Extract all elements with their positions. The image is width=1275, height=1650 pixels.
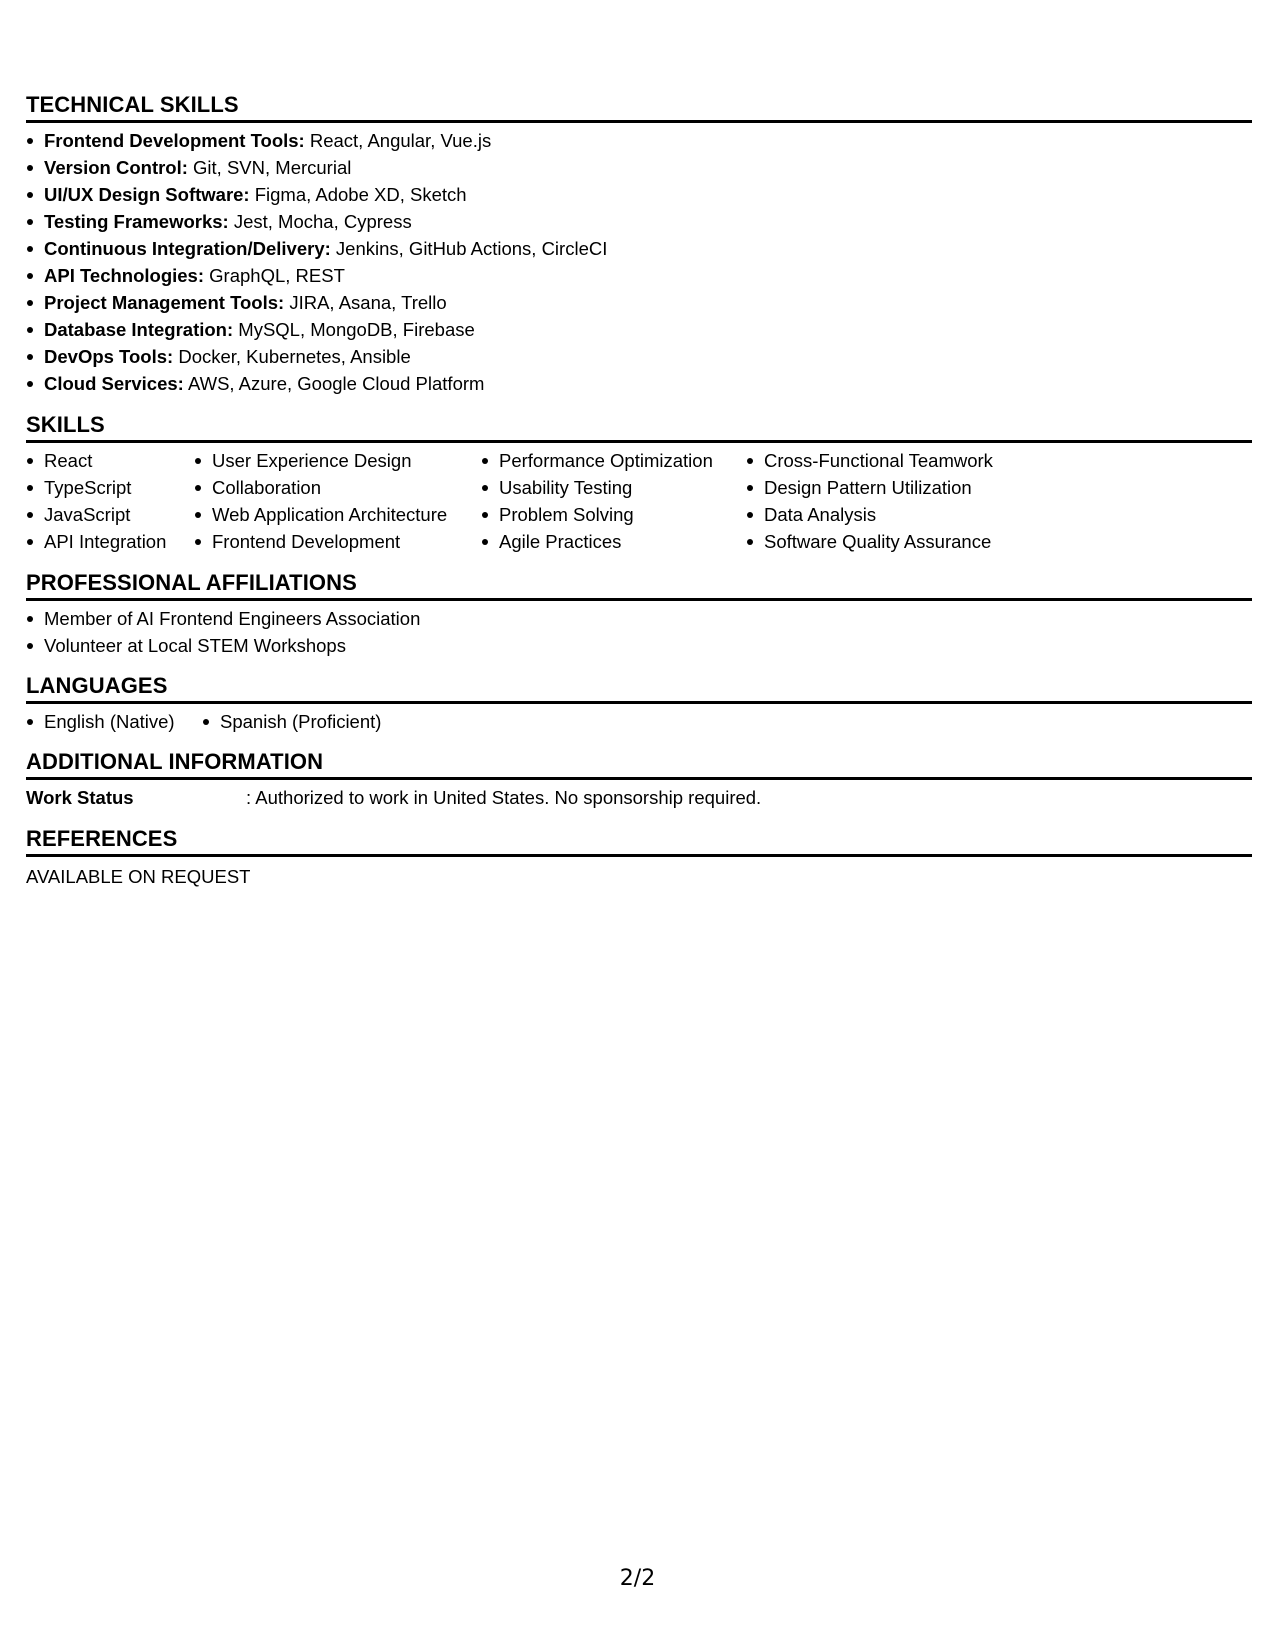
item-label: DevOps Tools:	[44, 346, 174, 367]
work-status-row	[26, 784, 1252, 811]
list-item: React	[26, 447, 194, 474]
list-item: Cross-Functional Teamwork	[746, 447, 1046, 474]
item-value: Git, SVN, Mercurial	[193, 157, 352, 178]
skills-grid	[26, 447, 1252, 555]
item-label: Cloud Services:	[44, 373, 184, 394]
section-heading-skills: SKILLS	[26, 412, 1252, 443]
list-item: English (Native)	[26, 708, 202, 735]
list-item: User Experience Design	[194, 447, 481, 474]
list-item	[26, 127, 1252, 154]
item-label: Frontend Development Tools:	[44, 130, 305, 151]
item-label: API Technologies:	[44, 265, 205, 286]
item-value: AWS, Azure, Google Cloud Platform	[187, 373, 485, 394]
list-item: Spanish (Proficient)	[202, 708, 381, 735]
list-item: Volunteer at Local STEM Workshops	[26, 632, 1252, 659]
skills-section	[26, 412, 1252, 555]
list-item	[26, 343, 1252, 370]
list-item: Problem Solving	[481, 501, 746, 528]
list-item: Member of AI Frontend Engineers Association	[26, 605, 1252, 632]
list-item: TypeScript	[26, 474, 194, 501]
list-item: Usability Testing	[481, 474, 746, 501]
list-item: Design Pattern Utilization	[746, 474, 1046, 501]
item-value: JIRA, Asana, Trello	[289, 292, 447, 313]
item-value: Jest, Mocha, Cypress	[233, 211, 412, 232]
resume-page	[26, 92, 1252, 890]
languages-section	[26, 673, 1252, 735]
list-item	[26, 370, 1252, 397]
list-item: Performance Optimization	[481, 447, 746, 474]
list-item	[26, 289, 1252, 316]
languages-list-1	[26, 708, 202, 735]
list-item: Agile Practices	[481, 528, 746, 555]
work-status-value: : Authorized to work in United States. No sponsorship required.	[246, 787, 762, 808]
section-heading-additional-info: ADDITIONAL INFORMATION	[26, 749, 1252, 780]
item-label: Testing Frameworks:	[44, 211, 229, 232]
list-item	[26, 181, 1252, 208]
item-value: React, Angular, Vue.js	[309, 130, 492, 151]
section-heading-languages: LANGUAGES	[26, 673, 1252, 704]
item-label: Database Integration:	[44, 319, 234, 340]
skills-column-4	[746, 447, 1046, 555]
item-label: Project Management Tools:	[44, 292, 285, 313]
work-status-label: Work Status	[26, 787, 134, 808]
list-item	[26, 208, 1252, 235]
list-item: Collaboration	[194, 474, 481, 501]
item-value: Figma, Adobe XD, Sketch	[254, 184, 467, 205]
item-value: GraphQL, REST	[209, 265, 345, 286]
references-section	[26, 826, 1252, 890]
list-item	[26, 262, 1252, 289]
list-item: JavaScript	[26, 501, 194, 528]
item-label: Continuous Integration/Delivery:	[44, 238, 331, 259]
additional-info-section	[26, 749, 1252, 811]
item-label: UI/UX Design Software:	[44, 184, 250, 205]
list-item	[26, 235, 1252, 262]
skills-column-1	[26, 447, 194, 555]
list-item	[26, 154, 1252, 181]
list-item: Data Analysis	[746, 501, 1046, 528]
item-label: Version Control:	[44, 157, 188, 178]
languages-list-2	[202, 708, 381, 735]
item-value: Jenkins, GitHub Actions, CircleCI	[335, 238, 608, 259]
list-item: Frontend Development	[194, 528, 481, 555]
section-heading-references: REFERENCES	[26, 826, 1252, 857]
references-text: AVAILABLE ON REQUEST	[26, 866, 251, 887]
affiliations-list	[26, 605, 1252, 659]
list-item	[26, 316, 1252, 343]
item-value: MySQL, MongoDB, Firebase	[238, 319, 475, 340]
affiliations-section	[26, 570, 1252, 659]
item-value: Docker, Kubernetes, Ansible	[178, 346, 411, 367]
skills-column-2	[194, 447, 481, 555]
languages-row	[26, 708, 1252, 735]
list-item: API Integration	[26, 528, 194, 555]
list-item: Software Quality Assurance	[746, 528, 1046, 555]
page-number: 2/2	[619, 1566, 656, 1591]
skills-column-3	[481, 447, 746, 555]
section-heading-technical-skills: TECHNICAL SKILLS	[26, 92, 1252, 123]
section-heading-affiliations: PROFESSIONAL AFFILIATIONS	[26, 570, 1252, 601]
technical-skills-section	[26, 92, 1252, 397]
technical-skills-list	[26, 127, 1252, 397]
list-item: Web Application Architecture	[194, 501, 481, 528]
